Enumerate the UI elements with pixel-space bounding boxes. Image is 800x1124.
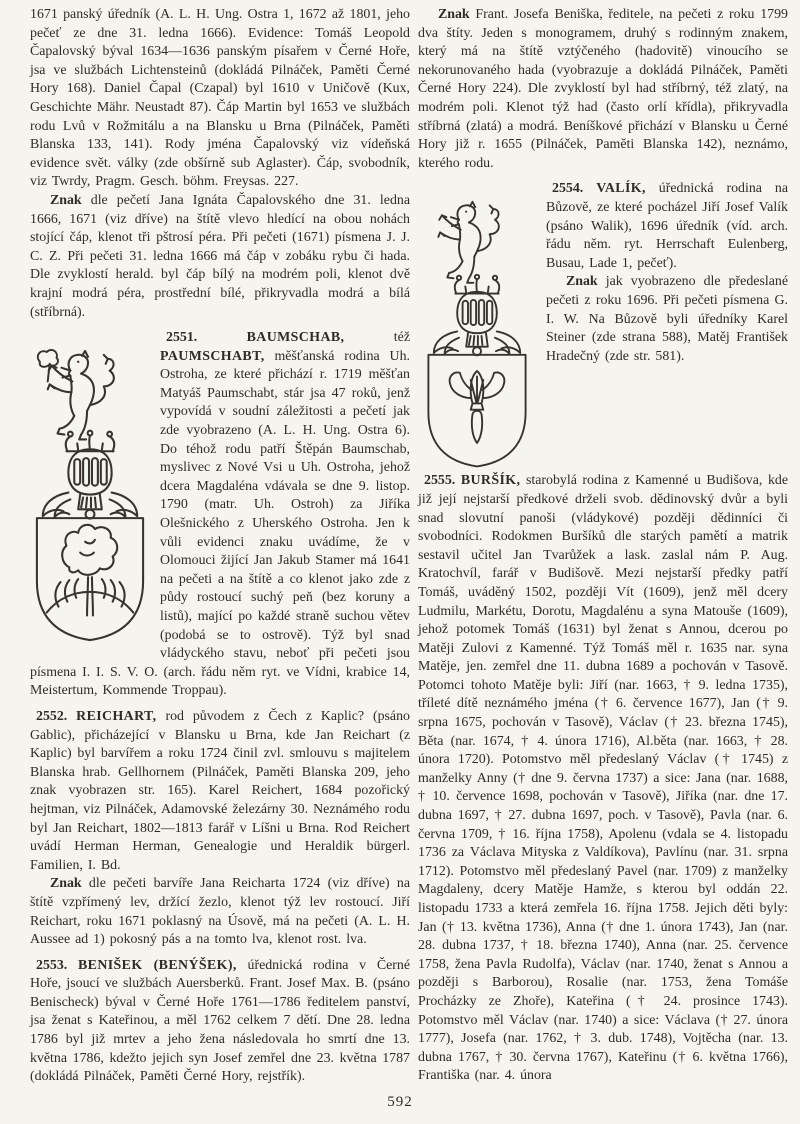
- entry-2554-valik: [418, 180, 788, 366]
- paragraph-text: dle pečetí Jana Ignáta Čapalovského dne 31. ledna 1666, 1671 (viz dříve) na štítě vlevo hledící na obou nohách stojící čáp, klenot tři pštrosí péra. Při pečeti (1671) písmena J. J. C. Z. Při pečeti 31. ledna 1666 má čáp v zobáku rybu či hada. Dle zvyklostí herald. byl čáp bílý na modrém poli, klenot dvě krajní modrá péra, prostřední bílé, přikryvadla modrá a bílá (stříbrná).: [30, 192, 410, 320]
- entry-text: úřednická rodina v Černé Hoře, jsoucí ve službách Auersberků. Frant. Josef Max. B. (psáno Benischeck) býval v Černé Hoře 1761—1786 ředitelem panství, jsa ženat s Kateřinou, a měl 1762 celkem 7 dětí. Dne 28. ledna 1786 byl již mrtev a jeho žena následovala ho smrtí dne 13. května 1786, kdežto jejich syn Josef zemřel dne 23. května 1787 (dokládá Pilnáček, Paměti Černé Hory, rejstřík).: [30, 957, 410, 1085]
- shield-fan-flower-charge-icon: [450, 371, 505, 443]
- entry-text: rod původem z Čech z Kaplic? (psáno Gablic), přicházející v Blansku u Brna, kde Jan Reichart (z Kaplic) byl barvířem a roku 1724 činil zvl. smlouvu s majitelem Blanska hrab. Gellhornem (Pilnáček, Paměti Blanska 209, jeho znak vyobrazen str. 165). Karel Reichert, 1684 pozořický hejtman, viz Pilnáček, Adamovské železárny 30. Neznámého rodu byl Jan Reichart, 1802—1813 farář v Líšni u Brna. Rod Reichert uvádí Herman Herman, Genealogie und Heraldik bürgerl. Familien, I. Bd.: [30, 708, 410, 873]
- entry-family-name: VALÍK,: [596, 181, 646, 197]
- page-number-value: 592: [387, 1094, 413, 1111]
- paragraph-text: Frant. Josefa Beniška, ředitele, na pečeti z roku 1799 dva štíty. Jeden s monogramem, druhý s rodinným znakem, který má na štítě vztýčeného (hadovitě) vinoucího se nekorunovaného hada (vyobrazuje a dokládá Pilnáček, Paměti Černé Hory 224). Dle zvyklostí byl had stříbrný, též zlatý, na modrém poli. Klenot týž had (často orlí křídla), přikryvadla stříbrná (zlatá) a modrá. Beníškové přichází v Blansku u Černé Hory již r. 1655 (Pilnáček, Paměti Blanska 142), neznámo, kterého rodu.: [418, 7, 788, 171]
- znak-lead-word: Znak: [566, 274, 598, 290]
- entry-2553-benisek: [30, 957, 410, 1087]
- shield-tree-charge-icon: [47, 525, 134, 616]
- lion-helm-shield-icon: [428, 202, 525, 467]
- entry-family-name: REICHART,: [76, 708, 157, 724]
- entry-2551-baumschab: [30, 329, 410, 701]
- paragraph-znak-capalovsky: [30, 192, 410, 322]
- paragraph-znak-benisek: [418, 6, 788, 173]
- page-number: [30, 1093, 770, 1112]
- znak-lead-word: Znak: [50, 192, 82, 208]
- entry-number: 2551.: [166, 330, 198, 346]
- paragraph-text: dle pečeti barvíře Jana Reicharta 1724 (viz dříve) na štítě vzpřímený lev, držící žezlo, klenot týž lev rostoucí. Jiří Reichart, roku 1671 poklasný na Úsově, má na pečeti (A. L. H. Aussee ad 1) pokosný pás a na tomto lva, klenot rost. lva.: [30, 876, 410, 948]
- paragraph-capalovsky-continuation: [30, 6, 410, 192]
- entry-paragraph: [30, 708, 410, 875]
- lion-helm-shield-icon: [37, 351, 143, 640]
- right-column: [418, 6, 788, 1086]
- baumschab-coat-of-arms-illustration: [30, 349, 150, 644]
- crest-held-tree-icon: [38, 350, 58, 382]
- entry-connector: též: [393, 330, 410, 346]
- znak-lead-word: Znak: [50, 876, 82, 892]
- entry-alt-family-name: PAUMSCHABT,: [160, 348, 265, 364]
- entry-number: 2555.: [424, 473, 456, 489]
- entry-2552-reichart: [30, 708, 410, 875]
- entry-text: měšťanská rodina Uh. Ostroha, ze které přichází r. 1719 měšťan Matyáš Paumschabt, stár jsa 47 roků, jenž vypovídá v soudní záležitosti a pečetí jak zde vyobrazeno (A. L. H. Ung. Ostra 6). Do téhož rodu patří Štěpán Baumschab, myslivec z Nové Vsi u Uh. Ostroha, jehož dcera Magdaléna vdávala se dne 9. listop. 1790 (matr. Uh. Ostroh) za Jiříka Olešnického z Uherského Ostroha. Jen k vůli evidenci znaku uvádíme, že v Olomouci žijící Jan Jakub Stamer má 1641 na pečeti a na štítě a co klenot jako zde z půdy rostoucí suchý peň (bez koruny a listů), mající po každé straně suchou větev (podobá se to ostrově). Týž byl snad vládyckého stavu, neboť při pečeti jsou písmena I. I. S. V. O. (arch. řádu něm ryt. ve Vídni, krabice 14, Meistertum, Kommende Troppau).: [30, 348, 410, 699]
- paragraph-text: 1671 panský úředník (A. L. H. Ung. Ostra 1, 1672 až 1801, jeho pečeť ze dne 31. ledna 1666). Evidence: Tomáš Leopold Čapalovský býval 1634—1636 panským písařem v Černé Hoře, jsa ve službách Lichtensteinů (dokládá Pilnáček, Paměti Černé Hory 168). Daniel Čapal (Czapal) byl 1610 v Uničově (Kux, Geschichte Mähr. Neustadt 87). Čáp Martin byl 1653 ve službách rodu Lvů v Rožmitálu a na Blansku u Brna (Pilnáček, Paměti Blanska 133, 141). Rody jména Čapalovský viz vídeňská evidence svět. války (zde obšírně sub Aglaster). Čáp, svobodník, viz Twrdy, Pragm. Gesch. böhm. Freysas. 227.: [30, 7, 410, 190]
- entry-paragraph: [418, 472, 788, 1086]
- valik-coat-of-arms-illustration: [418, 200, 536, 470]
- entry-number: 2554.: [552, 181, 584, 197]
- znak-lead-word: Znak: [438, 7, 470, 22]
- entry-text: starobylá rodina z Kamenné u Budišova, kde již její nejstarší předkové drželi svob. dědinovský dvůr a byli snad slovutní panoši (vládykové) později dědinníci či svobodníci. Rodokmen Buršíků dle starých pamětí a matrik sestavil učitel Jan Tvarůžek a lask. zaslal nám P. Aug. Kratochvíl, farář v Budišově. Mezi nejstarší předky patří Tomáš, uváděný 1502, později Vít (1609), jenž měl dcery Ludmilu, Markétu, Dorotu, Magdalénu a syna Matouše (1609), jehož potomek Tomáš (1631) byl ženat s Annou, dcerou po Matěji Zulovi z Kamenné. Týž Tomáš měl r. 1635 nar. syna Matěje, jen. zemřel dne 11. dubna 1689 a pochován v Tasově. Potomci tohoto Matěje byli: Jiří (nar. 1663, † 9. ledna 1735), tříleté dítě neznámého jména († 6. července 1677), Jan († 9. srpna 1675, pochován v Tasově), Václav († 23. března 1745), Běta (nar. 1674, † 4. února 1716), Al.běta (nar. 1663, † 28. února 1720). Potomstvo měl předeslaný Václav († 1745) z manželky Anny († dne 9. června 1737) a sice: Jana (nar. 1688, † 10. července 1698, pochován v Tasově), Jiříka (nar. dne 17. dubna 1697, † 27. dubna 1697, poch. v Tasově), Pavla (nar. 6. června 1709, † 16. října 1758), Apolenu (vdala se 4. listopadu 1736 za Václava Mityska z Valdíkova), Pavlínu (nar. 31. srpna 1712). Potomstvo měl předeslaný Pavel (nar. 1709) z manželky Magdaleny, dcery Matěje Hamže, s kterou byl oddán 22. listopadu 1733 a která zemřela 16. října 1758. Jejich děti byly: Jan († 13. května 1736), Anna († dne 1. února 1743), Jan (nar. 28. dubna 1737, † 18. března 1740), Anna (nar. 25. července 1758, žena Pavla Rudolfa), Václav (nar. 1740, ženat s Annou a později s Barborou), Rosalie (nar. 1753, žena Tomáše Procházky ze Zhoře), Kateřina († 24. prosince 1743). Potomstvo měl Václav (nar. 1740) a sice: Václava († 27. února 1777), Josefa (nar. 1762, † 3. dub. 1748), Vojtěcha (nar. 13. dubna 1767, † 30. června 1767), Kateřinu († 6. května 1766), Františka (nar. 4. února: [418, 473, 788, 1084]
- entry-family-name: BURŠÍK,: [460, 473, 521, 489]
- entry-paragraph: [30, 957, 410, 1087]
- entry-number: 2552.: [36, 708, 68, 724]
- entry-number: 2553.: [36, 957, 68, 973]
- entry-text: úřednická rodina na Bůzově, ze které pocházel Jiří Josef Valík (psáno Walik), 1696 úředník (víd. arch. řádu něm. ryt. Herrschaft Eulenberg, Busau, Lade 1, pečeť).: [546, 181, 788, 271]
- entry-family-name: BENIŠEK (BENÝŠEK),: [77, 957, 237, 973]
- entry-2555-bursik: [418, 472, 788, 1086]
- paragraph-text: jak vyobrazeno dle předeslané pečeti z roku 1696. Při pečeti písmena G. I. W. Na Bůzově byli úředníky Karel Steiner (zde strana 588), Matěj František Hradečný (zde str. 581).: [546, 274, 788, 364]
- paragraph-znak-reichart: [30, 875, 410, 949]
- left-column: [30, 6, 410, 1087]
- entry-family-name: BAUMSCHAB,: [246, 330, 345, 346]
